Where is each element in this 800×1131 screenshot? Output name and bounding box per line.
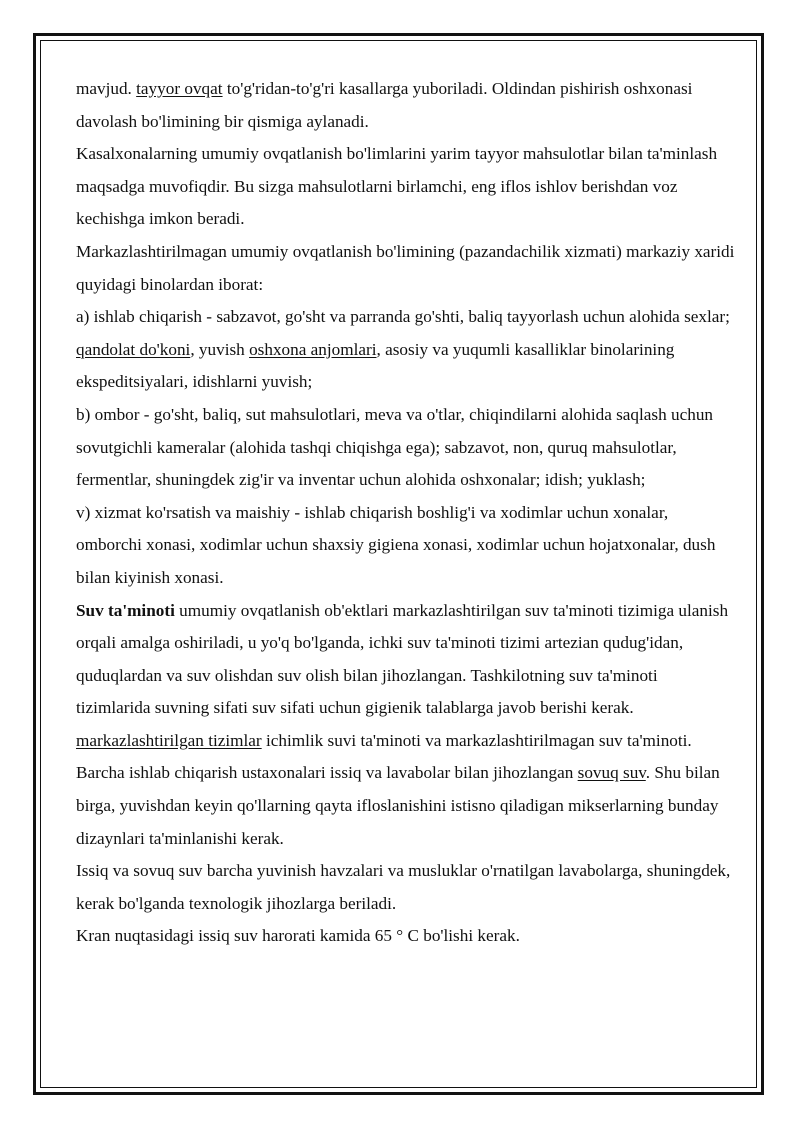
section-heading-suv-taminoti: Suv ta'minoti <box>76 600 175 620</box>
link-tayyor-ovqat[interactable]: tayyor ovqat <box>136 79 223 98</box>
link-sovuq-suv[interactable]: sovuq suv <box>577 763 646 783</box>
link-markazlashtirilgan-tizimlar[interactable]: markazlashtirilgan tizimlar <box>76 730 262 750</box>
link-oshxona-anjomlari[interactable]: oshxona anjomlari <box>249 339 377 359</box>
document-body <box>76 73 736 953</box>
paragraph-6-list-v: v) xizmat ko'rsatish va maishiy - ishlab chiqarish boshlig'i va xodimlar uchun xonalar, omborchi xonasi, xodimlar uchun shaxsiy gigiena xonasi, xodimlar uchun hojatxonalar, dush bilan kiyinish xonasi. <box>76 502 716 587</box>
paragraph-8: Barcha ishlab chiqarish ustaxonalari issiq va lavabolar bilan jihozlangan sovuq suv. Shu bilan birga, yuvishdan keyin qo'llarning qayta ifloslanishini istisno qiladigan mikserlarning bunday dizaynlari ta'minlanishi kerak. <box>76 763 720 848</box>
paragraph-9: Issiq va sovuq suv barcha yuvinish havzalari va musluklar o'rnatilgan lavabolarga, shuningdek, kerak bo'lganda texnologik jihozlarga beriladi. <box>76 861 731 913</box>
paragraph-10: Kran nuqtasidagi issiq suv harorati kamida 65 ° C bo'lishi kerak. <box>76 926 520 946</box>
paragraph-7: Suv ta'minoti umumiy ovqatlanish ob'ektlari markazlashtirilgan suv ta'minoti tizimiga ulanish orqali amalga oshiriladi, u yo'q bo'lganda, ichki suv ta'minoti tizimi artezian qudug'idan, quduqlardan va suv olishdan suv olish bilan jihozlangan. Tashkilotning suv ta'minoti tizimlarida suvning sifati suv sifati uchun gigienik talablarga javob berishi kerak. markazlashtirilgan tizimlar ichimlik suvi ta'minoti va markazlashtirilmagan suv ta'minoti. <box>76 600 729 750</box>
paragraph-3: Markazlashtirilmagan umumiy ovqatlanish bo'limining (pazandachilik xizmati) markaziy xaridi quyidagi binolardan iborat: <box>76 241 735 294</box>
paragraph-5-list-b: b) ombor - go'sht, baliq, sut mahsulotlari, meva va o'tlar, chiqindilarni alohida saqlash uchun sovutgichli kameralar (alohida tashqi chiqishga ega); sabzavot, non, quruq mahsulotlar, fermentlar, shuningdek zig'ir va inventar uchun alohida oshxonalar; idish; yuklash; <box>76 404 714 490</box>
paragraph-2: Kasalxonalarning umumiy ovqatlanish bo'limlarini yarim tayyor mahsulotlar bilan ta'minlash maqsadga muvofiqdir. Bu sizga mahsulotlarni birlamchi, eng iflos ishlov berishdan voz kechishga imkon beradi. <box>76 144 718 229</box>
paragraph-1: mavjud. tayyor ovqat to'g'ridan-to'g'ri kasallarga yuboriladi. Oldindan pishirish oshxonasi davolash bo'limining bir qismiga aylanadi. <box>76 79 693 131</box>
paragraph-4-list-a: a) ishlab chiqarish - sabzavot, go'sht va parranda go'shti, baliq tayyorlash uchun alohida sexlar; qandolat do'koni, yuvish oshxona anjomlari, asosiy va yuqumli kasalliklar binolarining ekspeditsiyalari, idishlarni yuvish; <box>76 307 730 392</box>
link-qandolat-dokoni[interactable]: qandolat do'koni <box>76 339 191 359</box>
